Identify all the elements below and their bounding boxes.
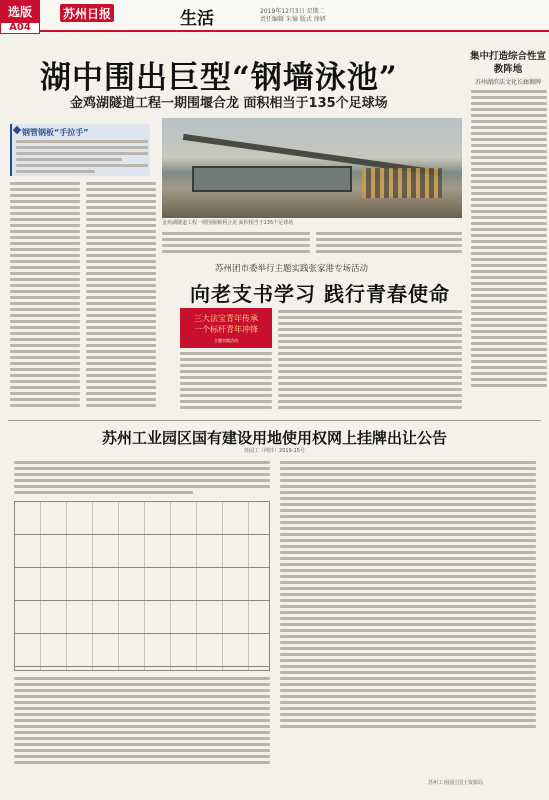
banner-line-2: 一个标杆青年冲锋: [194, 325, 258, 334]
pull-quote-title: 钢管钢板“手拉手”: [22, 128, 89, 137]
story2-body: [278, 310, 462, 415]
notice-signature: 苏州工业园区国土资源局: [428, 780, 484, 786]
issue-editors: 责任编辑 朱愉 版式 徐妍: [260, 16, 326, 23]
story2-body-left: [180, 352, 272, 415]
notice-issuer: 苏园工（网挂）2019-15号: [244, 448, 305, 454]
paper-logo: 苏州日报: [60, 4, 114, 22]
photo-caption: 金鸡湖隧道工程一期围堰顺利合龙 面积相当于135个足球场: [162, 220, 294, 226]
edition-tag: 选版: [0, 0, 40, 22]
masthead: [0, 0, 549, 32]
right-column-title: 集中打造综合性宣教阵地: [469, 51, 546, 75]
land-auction-notice: [8, 420, 541, 792]
notice-body-left: [14, 677, 270, 773]
page-number: A04: [0, 22, 40, 34]
main-subhead: 金鸡湖隧道工程一期围堰合龙 面积相当于135个足球场: [70, 96, 388, 111]
notice-intro: [14, 461, 270, 497]
right-column-story: [467, 30, 549, 420]
issue-date: 2019年12月3日 星期二: [260, 8, 325, 15]
notice-body-right: [280, 461, 536, 773]
banner-note: 主题实践活动: [214, 338, 238, 343]
notice-title: 苏州工业园区国有建设用地使用权网上挂牌出让公告: [101, 429, 447, 447]
story2-kicker: 苏州团市委举行主题实践张家港专场活动: [215, 264, 369, 274]
main-story-column-3: [162, 232, 310, 260]
main-story-column-1: [10, 182, 80, 417]
pull-quote-box: [10, 124, 150, 176]
tunnel-cofferdam-photo: [162, 118, 462, 218]
photo-construction-shape: [362, 168, 442, 198]
story2-red-banner: [180, 308, 272, 348]
section-name: 生活: [180, 9, 214, 29]
diamond-icon: [13, 126, 21, 134]
main-story-column-4: [316, 232, 462, 260]
main-headline: 湖中围出巨型“钢墙泳池”: [40, 60, 398, 96]
banner-line-1: 三大法宝青年传承: [194, 314, 258, 323]
photo-pool-shape: [192, 166, 352, 192]
main-story-column-2: [86, 182, 156, 417]
story2-headline: 向老支书学习 践行青春使命: [190, 282, 450, 306]
land-parcel-table: [14, 501, 270, 671]
right-column-body: [471, 90, 547, 415]
right-column-subtitle: 苏州湖滨法文化长廊揭牌: [474, 79, 541, 86]
pull-quote-text: [16, 140, 148, 174]
